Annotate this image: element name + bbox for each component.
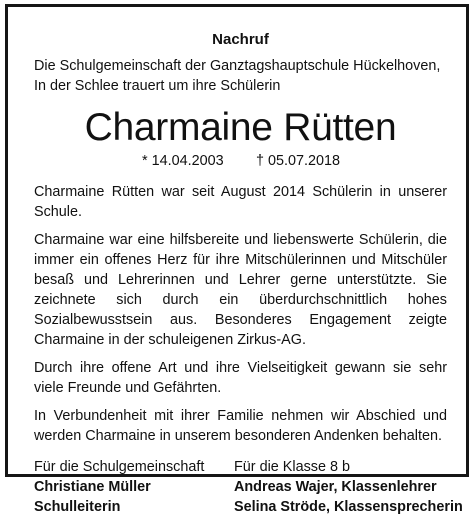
paragraph-character: Charmaine war eine hilfsbereite und liebenswerte Schülerin, die immer ein offenes Herz für ihre Mitschülerinnen und Mitschüler besaß und Lehrerinnen und Lehrer gerne unterstützte. Sie zeichnete sich durch ein überdurchschnittlich hohes Sozialbewusstsein aus. Besonderes Engagement zeigte Charmaine in der schuleigenen Zirkus-AG. xyxy=(34,232,447,348)
paragraph-farewell: In Verbundenheit mit ihrer Familie nehmen wir Abschied und werden Charmaine in unserem besonderen Andenken behalten. xyxy=(34,408,447,444)
birth-date: * 14.04.2003 xyxy=(142,153,224,169)
signature-right xyxy=(234,457,463,517)
paragraph-friends: Durch ihre offene Art und ihre Vielseitigkeit gewann sie sehr viele Freunde und Gefährten. xyxy=(34,360,447,396)
signature-block xyxy=(34,457,463,519)
death-date: † 05.07.2018 xyxy=(256,153,341,169)
signature-left-name: Christiane Müller xyxy=(34,479,151,495)
life-dates xyxy=(34,151,447,172)
signature-right-line2: Selina Ströde, Klassensprecherin xyxy=(234,499,463,515)
notice-heading: Nachruf xyxy=(212,31,269,48)
deceased-name: Charmaine Rütten xyxy=(84,106,397,149)
signature-left xyxy=(34,457,204,517)
signature-right-label: Für die Klasse 8 b xyxy=(234,459,350,475)
signature-left-label: Für die Schulgemeinschaft xyxy=(34,459,205,475)
paragraph-school-attendance: Charmaine Rütten war seit August 2014 Schülerin in unserer Schule. xyxy=(34,184,447,220)
signature-right-line1: Andreas Wajer, Klassenlehrer xyxy=(234,479,437,495)
notice-content xyxy=(34,30,463,519)
signature-left-role: Schulleiterin xyxy=(34,499,121,515)
intro-text: Die Schulgemeinschaft der Ganztagshauptschule Hückelhoven, In der Schlee trauert um ihre Schülerin xyxy=(34,58,441,94)
